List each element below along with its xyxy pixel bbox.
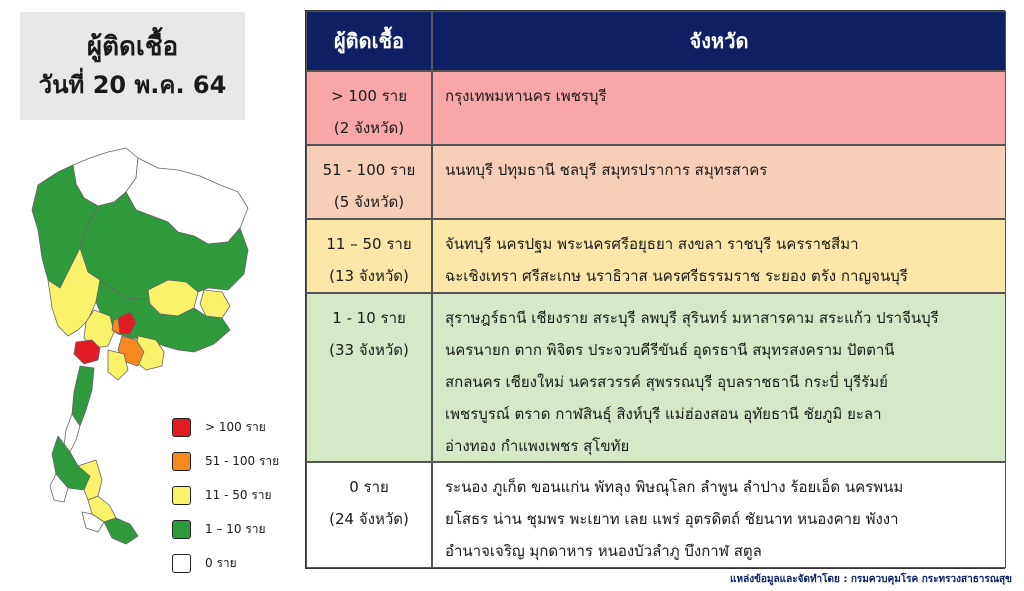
province-line: นครนายก ตาก พิจิตร ประจวบคีรีขันธ์ อุดรธานี สมุทรสงคราม ปัตตานี [445, 341, 895, 359]
legend-item [172, 546, 302, 580]
legend-item [172, 444, 302, 478]
province-line: สกลนคร เชียงใหม่ นครสวรรค์ สุพรรณบุรี อุบลราชธานี กระบี่ บุรีรัมย์ [445, 373, 888, 391]
legend-swatch-red [172, 418, 191, 437]
province-line: จันทบุรี นครปฐม พระนครศรีอยุธยา สงขลา ราชบุรี นครราชสีมา [445, 235, 859, 253]
source-credit: แหล่งข้อมูลและจัดทำโดย : กรมควบคุมโรค กระทรวงสาธารณสุข [730, 574, 1012, 585]
province-line: ระนอง ภูเก็ต ขอนแก่น พัทลุง พิษณุโลก ลำพูน ลำปาง ร้อยเอ็ด นครพนม [445, 478, 904, 496]
map-region-peninsula-green [72, 366, 94, 426]
legend-item [172, 410, 302, 444]
province-line: กรุงเทพมหานคร เพชรบุรี [445, 87, 607, 105]
province-table [305, 10, 1005, 569]
legend-label: 0 ราย [205, 555, 237, 570]
range-label: 0 ราย [349, 478, 389, 496]
province-count: (33 จังหวัด) [329, 341, 409, 359]
province-line: อำนาจเจริญ มุกดาหาร หนองบัวลำภู บึงกาฬ สตูล [445, 542, 762, 560]
count-cell [306, 293, 432, 462]
province-count: (5 จังหวัด) [333, 193, 405, 211]
province-cell [432, 71, 1006, 145]
legend-label: 1 – 10 ราย [205, 521, 266, 536]
province-line: อ่างทอง กำแพงเพชร สุโขทัย [445, 437, 630, 455]
legend-item [172, 478, 302, 512]
map-region-east-yellow [200, 290, 230, 318]
province-cell [432, 145, 1006, 219]
province-cell [432, 293, 1006, 462]
legend-swatch-orange [172, 452, 191, 471]
province-line: เพชรบูรณ์ ตราด กาฬสินธุ์ สิงห์บุรี แม่ฮ่องสอน อุทัยธานี ชัยภูมิ ยะลา [445, 405, 882, 423]
province-line: นนทบุรี ปทุมธานี ชลบุรี สมุทรปราการ สมุทรสาคร [445, 161, 768, 179]
range-label: 11 – 50 ราย [326, 235, 412, 253]
province-count: (13 จังหวัด) [329, 267, 409, 285]
province-line: ฉะเชิงเทรา ศรีสะเกษ นราธิวาส นครศรีธรรมราช ระยอง ตรัง กาญจนบุรี [445, 267, 908, 285]
province-line: สุราษฎร์ธานี เชียงราย สระบุรี ลพบุรี สุรินทร์ มหาสารคาม สระแก้ว ปราจีนบุรี [445, 309, 939, 327]
title-box [20, 12, 245, 120]
header-province: จังหวัด [432, 11, 1006, 71]
count-cell [306, 71, 432, 145]
count-cell [306, 462, 432, 568]
legend-swatch-green [172, 520, 191, 539]
province-cell [432, 219, 1006, 293]
range-label: 1 - 10 ราย [332, 309, 406, 327]
page-title: ผู้ติดเชื้อ [86, 32, 179, 62]
range-label: 51 - 100 ราย [322, 161, 416, 179]
legend-swatch-yellow [172, 486, 191, 505]
count-cell [306, 145, 432, 219]
province-count: (2 จังหวัด) [333, 119, 405, 137]
legend-item [172, 512, 302, 546]
province-cell [432, 462, 1006, 568]
map-legend [172, 410, 302, 580]
map-region-red-west [74, 340, 100, 364]
range-label: > 100 ราย [330, 87, 407, 105]
province-line: ยโสธร น่าน ชุมพร พะเยาท เลย แพร่ อุตรดิตถ์ ชัยนาท หนองคาย พังงา [445, 510, 899, 528]
map-region-deep-south-green [104, 518, 138, 544]
legend-label: 11 - 50 ราย [205, 487, 272, 502]
province-count: (24 จังหวัด) [329, 510, 409, 528]
count-cell [306, 219, 432, 293]
legend-swatch-white [172, 554, 191, 573]
legend-label: 51 - 100 ราย [205, 453, 280, 468]
header-count: ผู้ติดเชื้อ [306, 11, 432, 71]
page-date: วันที่ 20 พ.ค. 64 [38, 71, 227, 99]
legend-label: > 100 ราย [205, 419, 266, 434]
